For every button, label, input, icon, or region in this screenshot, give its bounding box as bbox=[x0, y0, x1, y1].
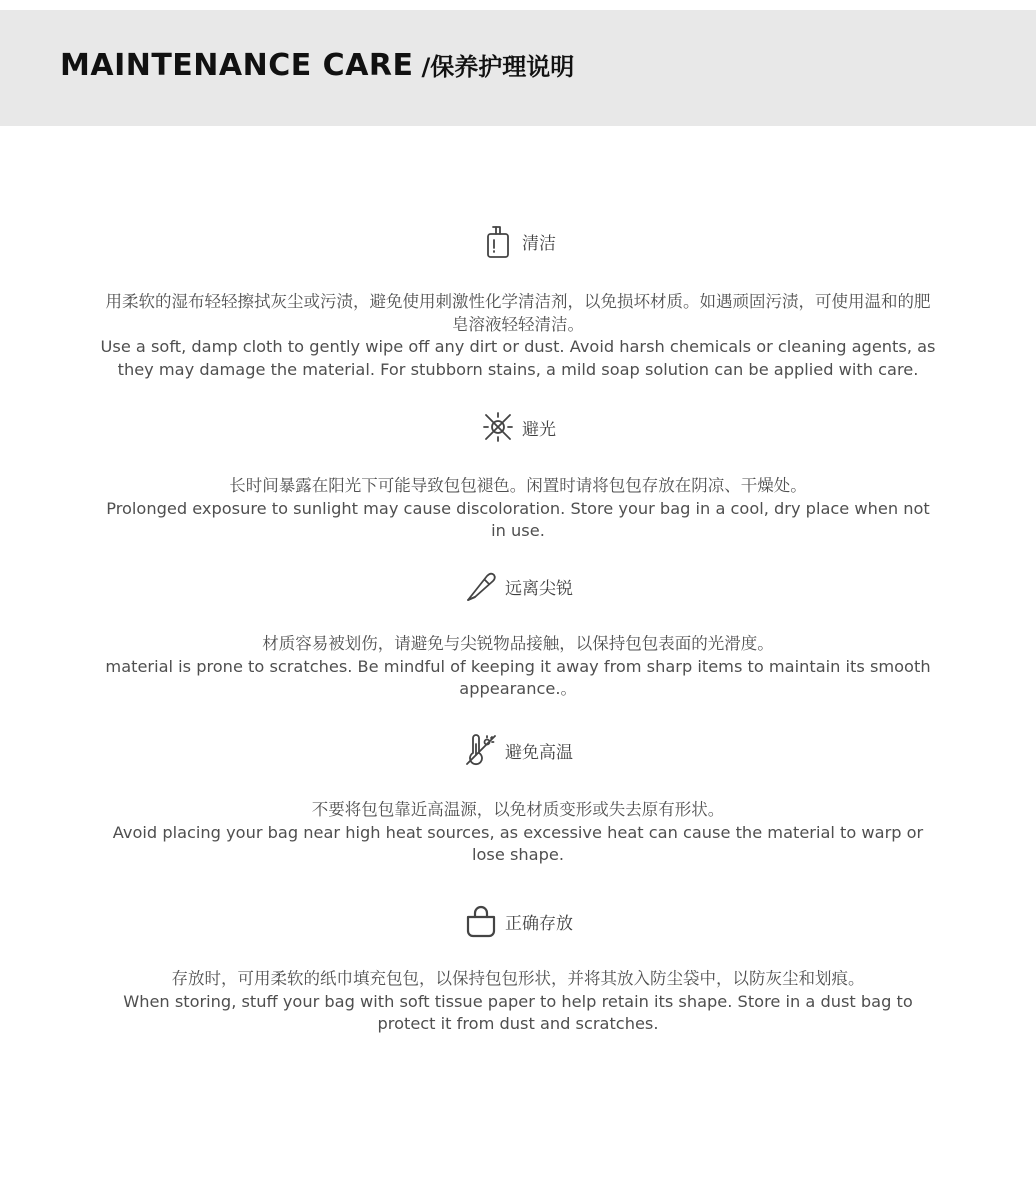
no-sun-icon bbox=[480, 409, 516, 445]
section-text-cn: 材质容易被划伤，请避免与尖锐物品接触，以保持包包表面的光滑度。 bbox=[262, 634, 774, 653]
section-text bbox=[100, 475, 936, 543]
section-text bbox=[100, 633, 936, 701]
blade-icon bbox=[463, 568, 499, 604]
top-strip bbox=[0, 0, 1036, 10]
section-text-cn: 用柔软的湿布轻轻擦拭灰尘或污渍，避免使用刺激性化学清洁剂，以免损坏材质。如遇顽固污渍，可使用温和的肥皂溶液轻轻清洁。 bbox=[105, 292, 931, 334]
section-text bbox=[100, 291, 936, 381]
no-heat-icon bbox=[463, 732, 499, 768]
section-title: 清洁 bbox=[522, 233, 556, 254]
section-title: 正确存放 bbox=[505, 913, 573, 934]
luggage-icon bbox=[480, 223, 516, 259]
section-title: 避光 bbox=[522, 419, 556, 440]
section-text-en: material is prone to scratches. Be mindful of keeping it away from sharp items to maintain its smooth appearance.。 bbox=[105, 656, 931, 698]
page-title-cn: /保养护理说明 bbox=[421, 53, 575, 81]
section-text bbox=[100, 968, 936, 1036]
section-text-en: Prolonged exposure to sunlight may cause discoloration. Store your bag in a cool, dry place when not in use. bbox=[106, 498, 930, 540]
section-title: 避免高温 bbox=[505, 742, 573, 763]
header-banner bbox=[0, 10, 1036, 126]
page-title bbox=[60, 48, 574, 88]
section-heading bbox=[0, 407, 1036, 447]
section-text-cn: 存放时，可用柔软的纸巾填充包包，以保持包包形状，并将其放入防尘袋中，以防灰尘和划痕。 bbox=[171, 969, 865, 988]
section-heading bbox=[0, 221, 1036, 261]
section-text-cn: 不要将包包靠近高温源，以免材质变形或失去原有形状。 bbox=[311, 800, 725, 819]
bag-icon bbox=[463, 903, 499, 939]
section-heading bbox=[0, 730, 1036, 770]
section-text-en: Use a soft, damp cloth to gently wipe off any dirt or dust. Avoid harsh chemicals or cleaning agents, as they may damage the material. For stubborn stains, a mild soap solution can be applied with care. bbox=[100, 337, 936, 379]
section-heading bbox=[0, 566, 1036, 606]
section-text-cn: 长时间暴露在阳光下可能导致包包褪色。闲置时请将包包存放在阴凉、干燥处。 bbox=[229, 476, 807, 495]
section-text-en: When storing, stuff your bag with soft tissue paper to help retain its shape. Store in a dust bag to protect it from dust and scratches. bbox=[123, 991, 913, 1033]
section-title: 远离尖锐 bbox=[505, 578, 573, 599]
section-text-en: Avoid placing your bag near high heat sources, as excessive heat can cause the material to warp or lose shape. bbox=[112, 822, 924, 864]
section-heading bbox=[0, 901, 1036, 941]
section-text bbox=[100, 799, 936, 867]
page-title-en: MAINTENANCE CARE bbox=[60, 48, 414, 83]
